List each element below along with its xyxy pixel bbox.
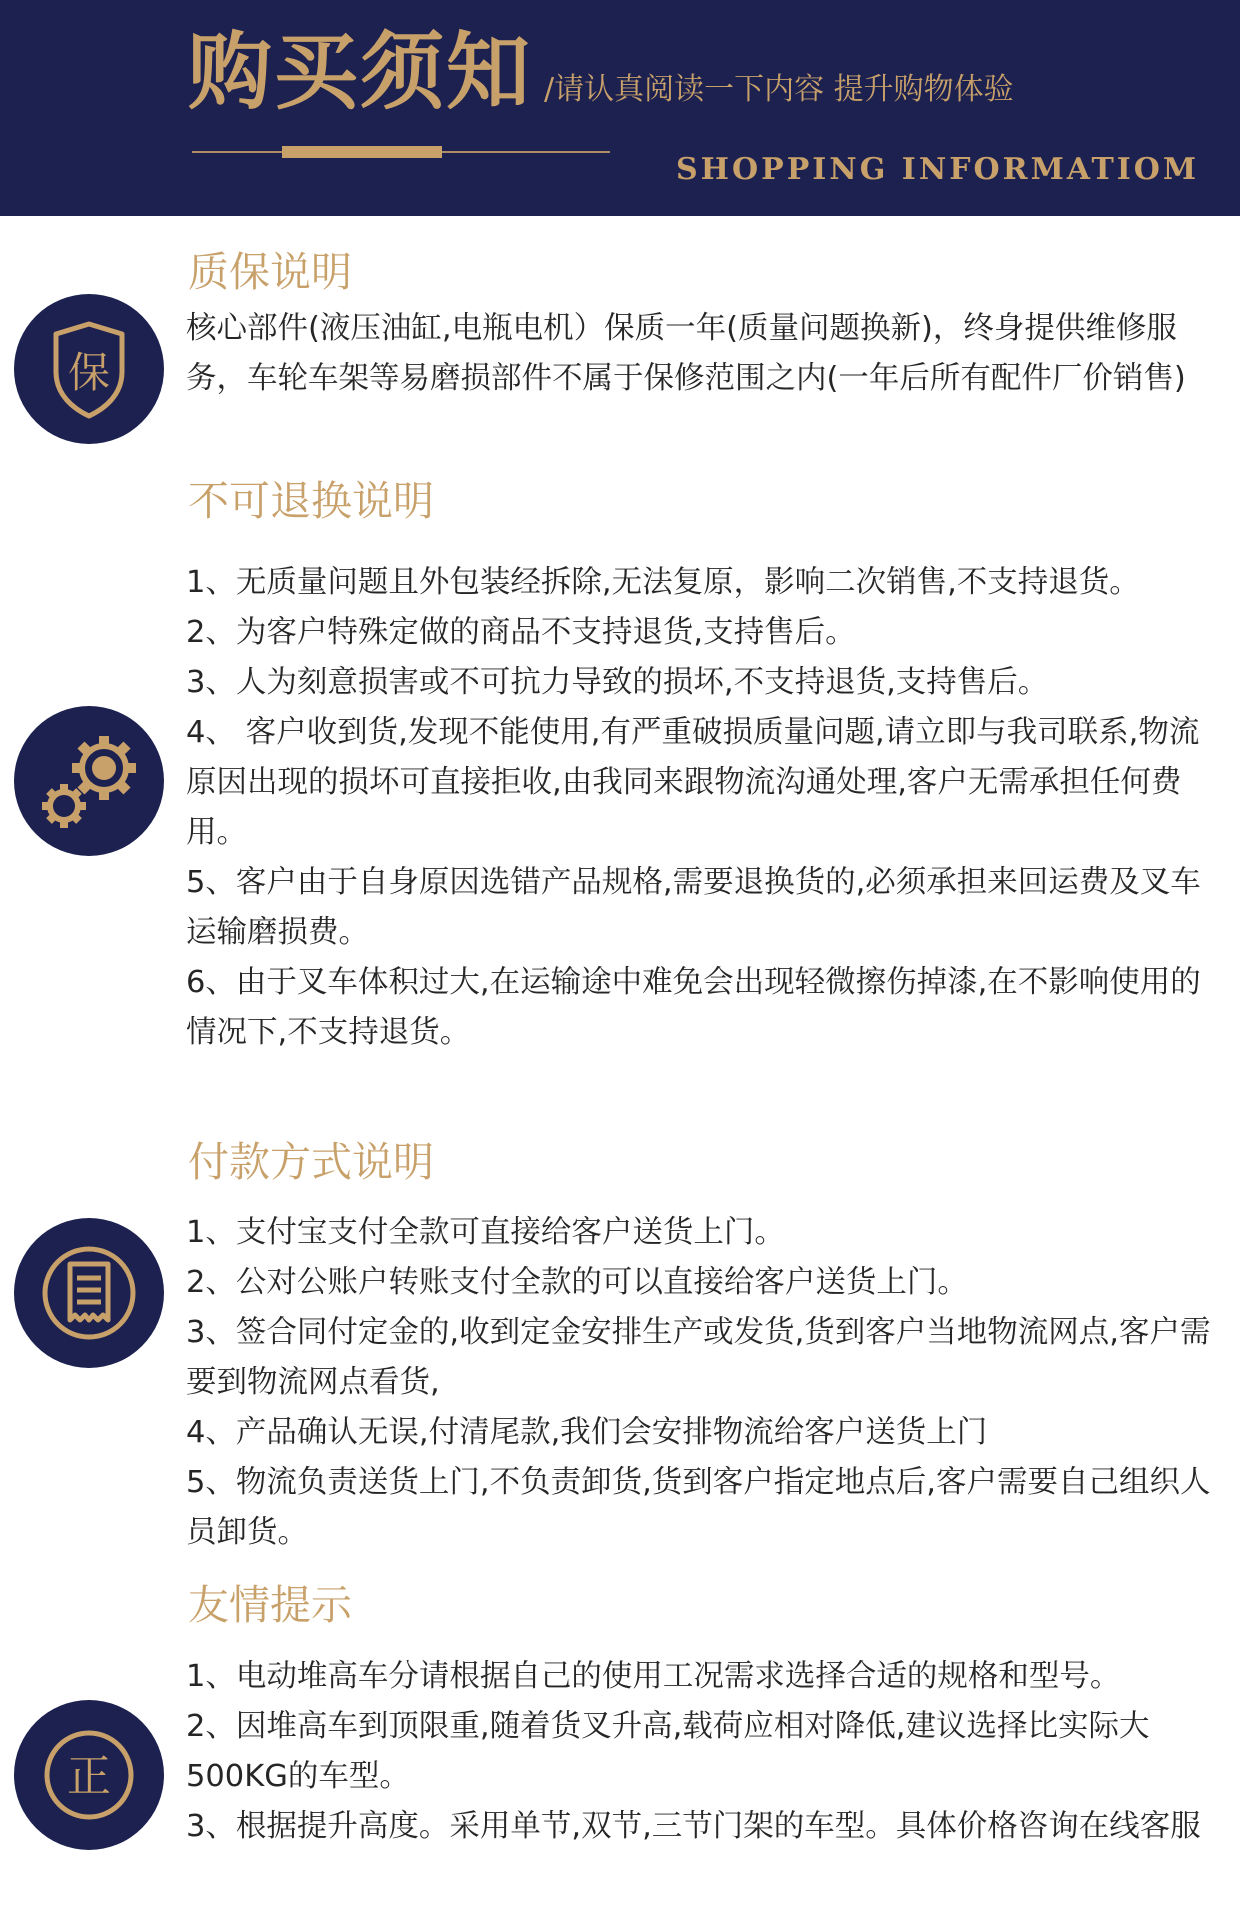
header-accent-bar	[282, 146, 442, 158]
receipt-icon	[14, 1218, 164, 1368]
section-body-no-return	[186, 558, 1226, 1058]
svg-text:正: 正	[67, 1751, 111, 1802]
svg-text:保: 保	[67, 348, 111, 397]
section-title-no-return: 不可退换说明	[188, 477, 434, 525]
english-title: SHOPPING INFORMATIOM	[676, 152, 1200, 187]
section-title-warranty: 质保说明	[188, 248, 352, 296]
zheng-badge-icon	[14, 1700, 164, 1850]
section-body-warranty	[186, 304, 1226, 404]
page-header	[0, 0, 1240, 216]
page-subtitle: /请认真阅读一下内容 提升购物体验	[544, 72, 1014, 107]
list-item: 5、客户由于自身原因选错产品规格,需要退换货的,必须承担来回运费及叉车运输磨损费。	[186, 865, 1201, 950]
list-item: 3、根据提升高度。采用单节,双节,三节门架的车型。具体价格咨询在线客服	[186, 1809, 1201, 1844]
list-item: 4、 客户收到货,发现不能使用,有严重破损质量问题,请立即与我司联系,物流原因出现的损坏可直接拒收,由我同来跟物流沟通处理,客户无需承担任何费用。	[186, 715, 1200, 850]
section-body-payment	[186, 1208, 1226, 1558]
section-body-tips	[186, 1652, 1226, 1852]
list-item: 6、由于叉车体积过大,在运输途中难免会出现轻微擦伤掉漆,在不影响使用的情况下,不支持退货。	[186, 965, 1201, 1050]
list-item: 2、因堆高车到顶限重,随着货叉升高,载荷应相对降低,建议选择比实际大500KG的车型。	[186, 1709, 1150, 1794]
list-item: 3、签合同付定金的,收到定金安排生产或发货,货到客户当地物流网点,客户需要到物流网点看货,	[186, 1315, 1211, 1400]
shield-bao-icon	[14, 294, 164, 444]
section-title-tips: 友情提示	[188, 1581, 352, 1629]
list-item: 1、无质量问题且外包装经拆除,无法复原，影响二次销售,不支持退货。	[186, 565, 1140, 600]
list-item: 2、为客户特殊定做的商品不支持退货,支持售后。	[186, 615, 856, 650]
gears-icon	[14, 706, 164, 856]
list-item: 1、电动堆高车分请根据自己的使用工况需求选择合适的规格和型号。	[186, 1659, 1121, 1694]
section-title-payment: 付款方式说明	[188, 1138, 434, 1186]
list-item: 2、公对公账户转账支付全款的可以直接给客户送货上门。	[186, 1265, 968, 1300]
list-item: 3、人为刻意损害或不可抗力导致的损坏,不支持退货,支持售后。	[186, 665, 1049, 700]
warranty-text: 核心部件(液压油缸,电瓶电机）保质一年(质量问题换新)，终身提供维修服务，车轮车架等易磨损部件不属于保修范围之内(一年后所有配件厂价销售)	[186, 311, 1186, 396]
list-item: 5、物流负责送货上门,不负责卸货,货到客户指定地点后,客户需要自己组织人员卸货。	[186, 1465, 1211, 1550]
list-item: 4、产品确认无误,付清尾款,我们会安排物流给客户送货上门	[186, 1415, 988, 1450]
list-item: 1、支付宝支付全款可直接给客户送货上门。	[186, 1215, 785, 1250]
page-title: 购买须知	[188, 22, 533, 121]
